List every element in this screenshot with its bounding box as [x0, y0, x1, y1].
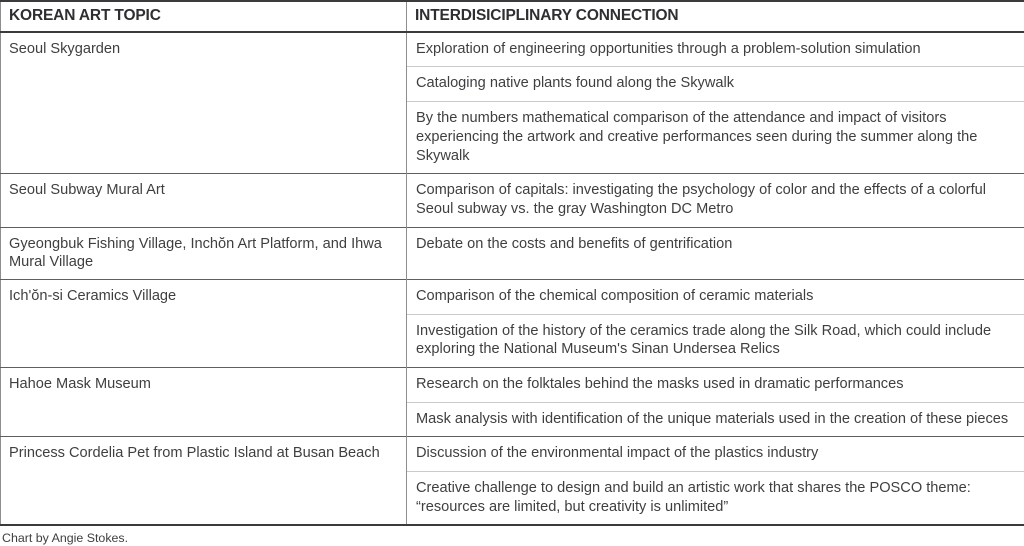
table-row — [1, 227, 1024, 279]
table-row — [1, 279, 1024, 314]
column-header-korean-art-topic: KOREAN ART TOPIC — [1, 1, 407, 32]
topic-cell: Ich'ŏn-si Ceramics Village — [1, 279, 407, 367]
header-row — [1, 1, 1024, 32]
column-header-interdisciplinary-connection: INTERDISICIPLINARY CONNECTION — [407, 1, 1024, 32]
connection-cell: Comparison of capitals: investigating the psychology of color and the effects of a colorful Seoul subway vs. the gray Washington DC Metro — [407, 174, 1024, 227]
connection-cell: Creative challenge to design and build an artistic work that shares the POSCO theme: “resources are limited, but creativity is unlimited” — [407, 471, 1024, 525]
connection-cell: Mask analysis with identification of the unique materials used in the creation of these pieces — [407, 402, 1024, 437]
table-body — [1, 32, 1024, 525]
chart-caption: Chart by Angie Stokes. — [0, 526, 1024, 546]
topic-cell: Seoul Subway Mural Art — [1, 174, 407, 227]
connection-cell: Research on the folktales behind the masks used in dramatic performances — [407, 367, 1024, 402]
topic-cell: Gyeongbuk Fishing Village, Inchŏn Art Platform, and Ihwa Mural Village — [1, 227, 407, 279]
connection-cell: Discussion of the environmental impact of the plastics industry — [407, 437, 1024, 472]
table-row — [1, 437, 1024, 472]
topic-cell: Princess Cordelia Pet from Plastic Island at Busan Beach — [1, 437, 407, 526]
table-header — [1, 1, 1024, 32]
topic-cell: Hahoe Mask Museum — [1, 367, 407, 436]
connection-cell: Investigation of the history of the ceramics trade along the Silk Road, which could include exploring the National Museum's Sinan Undersea Relics — [407, 314, 1024, 367]
table-row — [1, 367, 1024, 402]
table-row — [1, 174, 1024, 227]
connection-cell: Cataloging native plants found along the Skywalk — [407, 67, 1024, 102]
connection-cell: Exploration of engineering opportunities through a problem-solution simulation — [407, 32, 1024, 67]
connection-cell: Debate on the costs and benefits of gentrification — [407, 227, 1024, 279]
table-row — [1, 32, 1024, 67]
connection-cell: Comparison of the chemical composition of ceramic materials — [407, 279, 1024, 314]
topic-cell: Seoul Skygarden — [1, 32, 407, 174]
connection-cell: By the numbers mathematical comparison of the attendance and impact of visitors experiencing the artwork and creative performances seen during the summer along the Skywalk — [407, 102, 1024, 174]
